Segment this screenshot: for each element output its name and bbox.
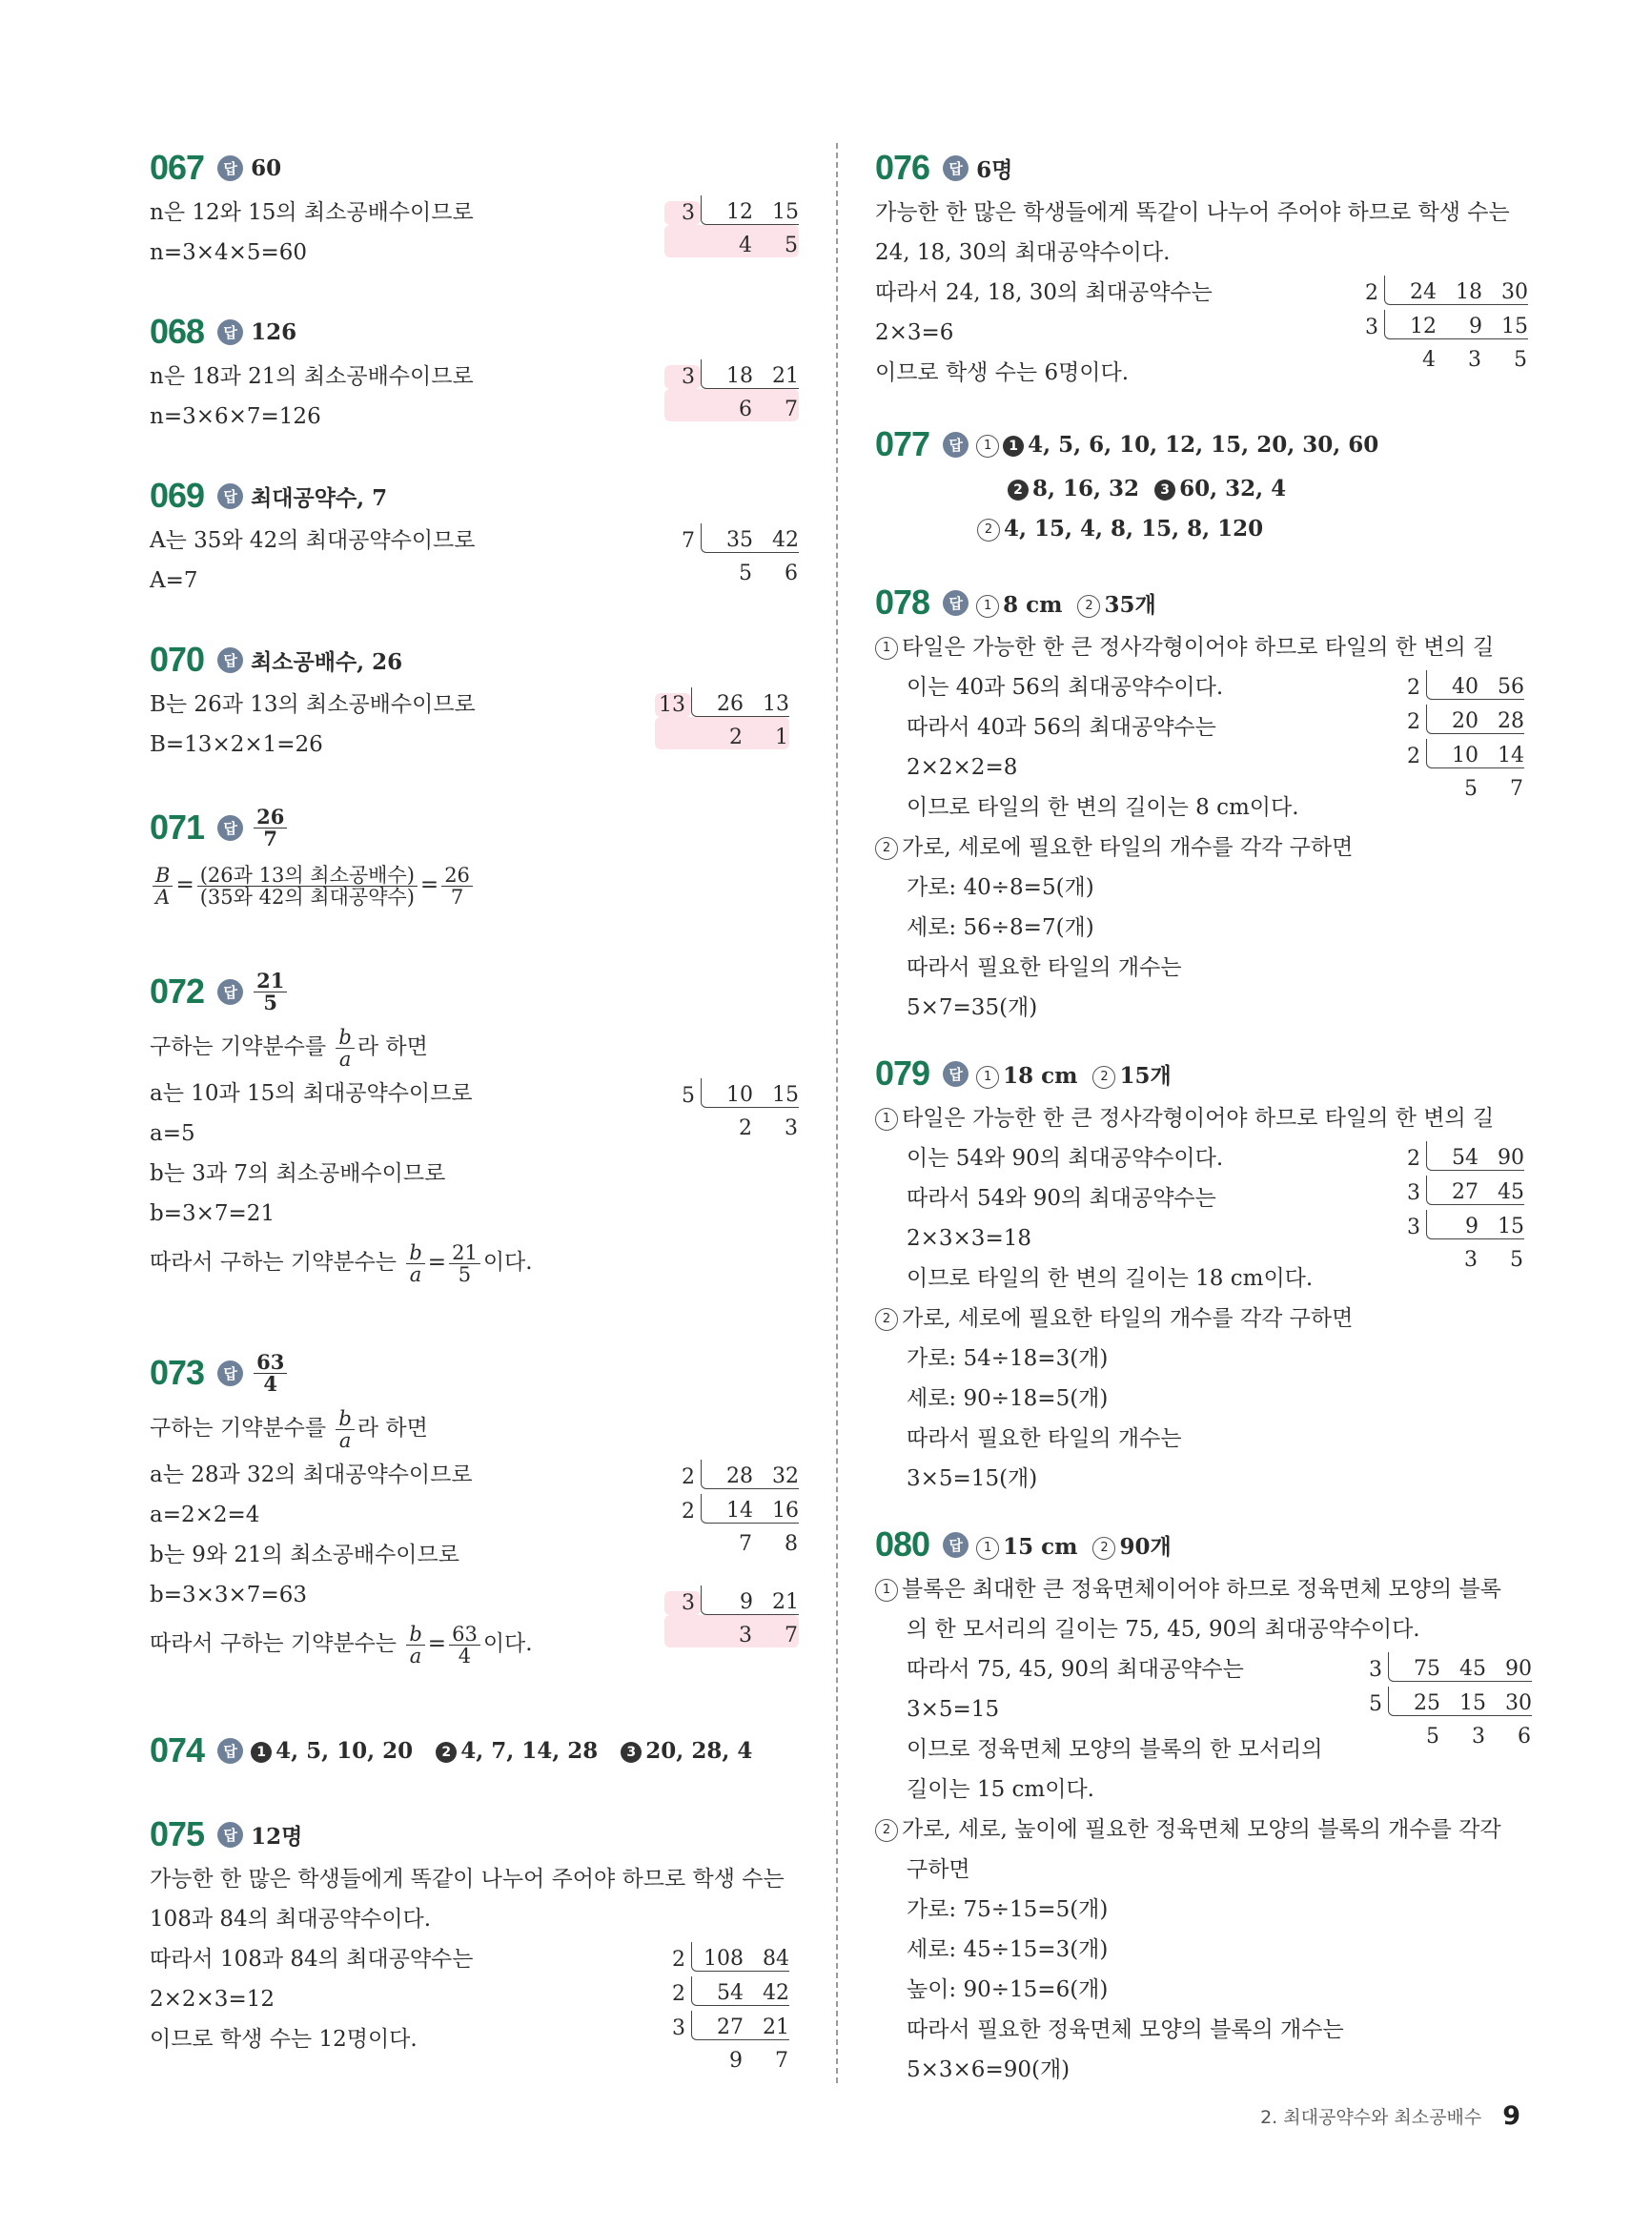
division-step [664,519,799,553]
quotient: 3 [1468,348,1481,372]
solution-line: 24, 18, 30의 최대공약수이다. [875,240,1171,265]
answer-line: 2 4, 15, 4, 8, 15, 8, 120 [875,509,1528,549]
solution-line: a=2×2=4 [150,1503,260,1527]
dividend: 9 [1465,1215,1479,1238]
problem-number: 068 [150,312,205,351]
quotient: 6 [785,562,798,585]
quotient: 7 [739,1532,752,1556]
quotient-row [1390,768,1524,801]
problem-number: 067 [150,148,205,187]
division-ladder [664,1074,799,1140]
solution-line: 이므로 학생 수는 12명이다. [150,2027,418,2052]
quotient: 2 [729,726,743,749]
answer-fraction: $\frac{26}{7}$ [254,807,287,849]
solution-line: n=3×4×5=60 [150,240,308,265]
solution-line: 의 한 모서리의 길이는 75, 45, 90의 최대공약수이다. [907,1617,1420,1642]
solution-line: 길이는 15 cm이다. [907,1777,1094,1802]
division-step [655,2006,789,2040]
dividend: 12 [1410,315,1437,338]
solution-line: 따라서 75, 45, 90의 최대공약수는 [907,1657,1244,1682]
division-ladder [664,1581,799,1647]
division-ladder [1348,271,1528,372]
solution-line: A는 35와 42의 최대공약수이므로 [150,528,476,553]
solution-line: 5×3×6=90(개) [907,2057,1071,2082]
division-step [655,1937,789,1972]
dividend: 27 [717,2015,744,2039]
quotient: 9 [729,2049,743,2073]
left-column [150,143,799,2073]
problem-069 [150,471,798,635]
answer-line: 2 8, 16, 32 3 60, 32, 4 [875,469,1528,509]
solution-line: 세로: 45÷15=3(개) [907,1937,1109,1962]
division-step [664,355,799,389]
solution-line: 따라서 24, 18, 30의 최대공약수는 [875,280,1213,305]
quotient: 3 [785,1116,798,1140]
column-divider [836,143,838,2083]
solution-line: n=3×6×7=126 [150,404,321,429]
problem-number: 073 [150,1353,205,1392]
division-step [1348,271,1528,305]
division-step [1348,305,1528,339]
divisor: 2 [1407,676,1420,700]
problem-067 [150,143,798,307]
division-step [1390,1136,1524,1171]
dividend: 28 [726,1464,753,1488]
solution-line: 2×2×2=8 [907,755,1018,780]
division-step [1352,1647,1532,1682]
solution-line: 따라서 필요한 정육면체 모양의 블록의 개수는 [907,2017,1344,2042]
quotient-row [664,1108,799,1140]
answer-badge: 답 [943,432,969,458]
dividend: 28 [1498,709,1524,733]
dividend: 12 [726,200,753,224]
solution-line: 세로: 56÷8=7(개) [907,915,1094,940]
quotient: 5 [1464,777,1478,801]
solution-line: a=5 [150,1121,195,1146]
right-column [875,143,1532,2082]
quotient: 5 [1514,348,1527,372]
answer-badge: 답 [943,1532,969,1558]
divisor: 7 [682,529,695,553]
quotient-row [664,1524,799,1556]
answer-fraction: $\frac{21}{5}$ [254,971,287,1013]
dividend: 54 [717,1981,744,2005]
dividend: 15 [1498,1215,1524,1238]
quotient: 5 [1510,1248,1523,1272]
quotient-row [664,1615,799,1647]
answer: 6명 [976,156,1013,183]
quotient: 4 [739,234,752,257]
solution-line: 가로: 54÷18=3(개) [907,1346,1109,1371]
divisor: 2 [1407,710,1420,734]
problem-080 [875,1520,1532,2082]
problem-068 [150,307,798,471]
chapter-title: 2. 최대공약수와 최소공배수 [1260,2107,1482,2128]
part-marker: 2 [977,519,1000,542]
dividend: 21 [772,1590,799,1614]
divisor: 2 [682,1500,695,1524]
division-step [1390,734,1524,768]
quotient: 3 [1472,1725,1485,1749]
solution-line: 1 타일은 가능한 한 큰 정사각형이어야 하므로 타일의 한 변의 길 [875,627,1528,667]
dividend: 108 [704,1947,744,1971]
solution-line: 2×3=6 [875,320,954,345]
divisor: 13 [655,693,691,717]
answer-badge: 답 [217,1361,243,1386]
solution-line: n은 18과 21의 최소공배수이므로 [150,364,474,389]
problem-number: 074 [150,1730,205,1770]
answer-fraction: $\frac{63}{4}$ [254,1352,287,1395]
divisor: 2 [672,1982,685,2006]
divisor: 5 [1369,1692,1382,1716]
problem-078 [875,578,1528,1049]
solution-line: 세로: 90÷18=5(개) [907,1386,1109,1411]
division-step [655,1972,789,2006]
solution-line: B=13×2×1=26 [150,732,323,757]
solution-line: 가능한 한 많은 학생들에게 똑같이 나누어 주어야 하므로 학생 수는 [150,1867,785,1892]
problem-number: 075 [150,1814,205,1853]
solution-line: b는 3과 7의 최소공배수이므로 [150,1161,446,1186]
problem-number: 076 [875,148,930,187]
problem-number: 080 [875,1524,930,1564]
quotient-row [1352,1716,1532,1749]
dividend: 21 [772,364,799,388]
answer: 60 [251,154,282,181]
division-step [664,1489,799,1524]
problem-number: 072 [150,972,205,1011]
dividend: 16 [772,1499,799,1523]
divisor: 2 [1407,1147,1420,1171]
dividend: 24 [1410,280,1437,304]
dividend: 54 [1452,1146,1479,1170]
solution-line: 이므로 정육면체 모양의 블록의 한 모서리의 [907,1737,1323,1762]
division-step [655,683,789,717]
solution-line: 가로: 40÷8=5(개) [907,875,1094,900]
quotient: 7 [785,398,798,421]
solution-line: 구하는 기약분수를 $\frac{b}{a}$ 라 하면 [150,1406,428,1452]
quotient: 7 [775,2049,788,2073]
solution-line: 따라서 54와 90의 최대공약수는 [907,1186,1216,1211]
solution-line: 5×7=35(개) [907,995,1038,1020]
division-step [1390,665,1524,700]
quotient-row [664,389,799,421]
solution-line: 이므로 학생 수는 6명이다. [875,360,1130,385]
dividend: 42 [772,528,799,552]
quotient-row [664,553,799,585]
divisor: 2 [672,1948,685,1972]
answer-badge: 답 [943,590,969,616]
dividend: 30 [1505,1691,1532,1715]
solution-line: 따라서 40과 56의 최대공약수는 [907,715,1216,740]
answer-badge: 답 [217,155,243,181]
divisor: 3 [1407,1181,1420,1205]
solution-line: 3×5=15 [907,1697,1000,1722]
quotient: 3 [739,1624,752,1647]
division-ladder [1390,1136,1524,1272]
dividend: 10 [1452,744,1479,767]
solution-line: B는 26과 13의 최소공배수이므로 [150,692,476,717]
quotient: 1 [775,726,788,749]
problem-075 [150,1810,798,2073]
solution-line: 가능한 한 많은 학생들에게 똑같이 나누어 주어야 하므로 학생 수는 [875,200,1510,225]
divisor: 2 [1407,745,1420,768]
dividend: 75 [1414,1657,1440,1681]
divisor: 5 [682,1084,695,1108]
dividend: 45 [1498,1180,1524,1204]
circled-number: 2 [436,1742,457,1763]
dividend: 15 [1501,315,1528,338]
quotient-row [1348,339,1528,372]
division-ladder [664,519,799,585]
solution-line: 가로: 75÷15=5(개) [907,1897,1109,1922]
page-footer [1260,2101,1520,2131]
answer-badge: 답 [943,155,969,181]
answer: 12명 [251,1823,303,1850]
divisor: 3 [672,2016,685,2040]
quotient: 5 [739,562,752,585]
solution-line: 1 블록은 최대한 큰 정육면체이어야 하므로 정육면체 모양의 블록 [875,1569,1528,1609]
dividend: 90 [1498,1146,1524,1170]
solution-line: 3×5=15(개) [907,1466,1038,1491]
problem-number: 069 [150,476,205,515]
problem-073 [150,1344,798,1726]
problem-076 [875,143,1528,419]
dividend: 56 [1498,675,1524,699]
dividend: 14 [1498,744,1524,767]
answer-badge: 답 [217,483,243,509]
dividend: 15 [772,1083,799,1107]
dividend: 20 [1452,709,1479,733]
quotient-row [664,225,799,257]
division-ladder [655,1937,789,2073]
dividend: 9 [1469,315,1482,338]
divisor: 3 [664,365,701,389]
dividend: 40 [1452,675,1479,699]
solution-line: 108과 84의 최대공약수이다. [150,1907,432,1932]
answer-badge: 답 [217,1822,243,1848]
answer-badge: 답 [217,815,243,841]
division-ladder [664,355,799,421]
problem-074 [150,1726,798,1810]
division-step [664,1455,799,1489]
divisor: 3 [1365,316,1378,339]
circled-number: 3 [1154,480,1175,501]
solution-line: A=7 [150,568,198,593]
dividend: 18 [1456,280,1482,304]
quotient: 5 [785,234,798,257]
solution-line: 따라서 필요한 타일의 개수는 [907,955,1182,980]
divisor: 2 [1365,281,1378,305]
division-step [664,1074,799,1108]
solution-line: 높이: 90÷15=6(개) [907,1977,1109,2002]
solution-line: 따라서 필요한 타일의 개수는 [907,1426,1182,1451]
division-ladder [655,683,789,749]
problem-number: 078 [875,583,930,622]
dividend: 21 [763,2015,789,2039]
problem-077 [875,419,1528,578]
page-number: 9 [1502,2101,1520,2131]
quotient: 8 [785,1532,798,1556]
dividend: 27 [1452,1180,1479,1204]
dividend: 25 [1414,1691,1440,1715]
solution-line: 이는 54와 90의 최대공약수이다. [907,1146,1224,1171]
divisor: 3 [1407,1216,1420,1239]
circled-number: 2 [1008,480,1029,501]
quotient: 6 [1518,1725,1531,1749]
division-step [1390,1171,1524,1205]
circled-number: 3 [621,1742,642,1763]
answer-badge: 답 [217,979,243,1005]
solution-line: n은 12와 15의 최소공배수이므로 [150,200,474,225]
divisor: 2 [682,1465,695,1489]
problem-number: 071 [150,808,205,847]
dividend: 10 [726,1083,753,1107]
solution-line: 2×3×3=18 [907,1226,1031,1251]
part-marker: 1 [976,435,999,458]
division-ladder [664,1455,799,1556]
solution-line: 2 가로, 세로에 필요한 타일의 개수를 각각 구하면 [875,828,1528,868]
division-step [1390,1205,1524,1239]
problem-number: 077 [875,424,930,463]
answer: 1 4, 5, 10, 20 2 4, 7, 14, 28 3 20, 28, 4 [251,1738,752,1764]
dividend: 15 [1459,1691,1486,1715]
answer-badge: 답 [943,1061,969,1087]
quotient-row [655,2040,789,2073]
quotient: 6 [739,398,752,421]
dividend: 18 [726,364,753,388]
dividend: 30 [1501,280,1528,304]
division-step [1352,1682,1532,1716]
quotient: 7 [785,1624,798,1647]
division-step [664,1581,799,1615]
problem-number: 079 [875,1054,930,1093]
dividend: 45 [1459,1657,1486,1681]
solution-line: 구하는 기약분수를 $\frac{b}{a}$ 라 하면 [150,1025,428,1071]
answer: 최소공배수, 26 [251,648,403,675]
division-step [1390,700,1524,734]
division-ladder [664,191,799,257]
answer: 1 8 cm 2 35개 [976,587,1156,619]
dividend: 35 [726,528,753,552]
solution-line: 2 가로, 세로, 높이에 필요한 정육면체 모양의 블록의 개수를 각각 [875,1810,1528,1850]
dividend: 90 [1505,1657,1532,1681]
circled-number: 1 [1003,436,1024,457]
solution-line: 따라서 구하는 기약분수는 $\frac{b}{a}$ = $\frac{63}{4}$ 이다. [150,1622,533,1667]
solution-line: b=3×7=21 [150,1201,275,1226]
solution-line: 따라서 구하는 기약분수는 $\frac{b}{a}$ = $\frac{21}{5}$ 이다. [150,1240,533,1286]
answer-badge: 답 [217,1738,243,1764]
divisor: 3 [664,1591,701,1615]
dividend: 26 [717,692,744,716]
dividend: 14 [726,1499,753,1523]
solution-line: a는 10과 15의 최대공약수이므로 [150,1081,473,1106]
solution-line: 2×2×3=12 [150,1987,275,2012]
problem-071 [150,799,798,963]
circled-number: 1 [251,1742,272,1763]
dividend: 32 [772,1464,799,1488]
problem-079 [875,1049,1528,1520]
answer: 최대공약수, 7 [251,484,388,511]
problem-number: 070 [150,640,205,679]
division-ladder [1390,665,1524,801]
answer: 126 [251,318,297,345]
solution-line: $\frac{B}{A}$ = $\frac{\text{(26과 13의 최소공배수)}}{\text{(35와 42의 최대공약수)}}$ = $\frac{26}{7}$ [150,856,798,913]
quotient: 5 [1426,1725,1439,1749]
solution-line: 따라서 108과 84의 최대공약수는 [150,1947,474,1972]
dividend: 15 [772,200,799,224]
solution-line: 구하면 [907,1857,970,1882]
problem-072 [150,963,798,1344]
dividend: 9 [740,1590,753,1614]
solution-line: 이므로 타일의 한 변의 길이는 18 cm이다. [907,1266,1314,1291]
answer-badge: 답 [217,647,243,673]
solution-line: b는 9와 21의 최소공배수이므로 [150,1543,459,1567]
quotient-row [1390,1239,1524,1272]
quotient: 2 [739,1116,752,1140]
quotient-row [655,717,789,749]
solution-line: b=3×3×7=63 [150,1583,307,1607]
solution-line: 1 타일은 가능한 한 큰 정사각형이어야 하므로 타일의 한 변의 길 [875,1098,1528,1138]
problem-070 [150,635,798,799]
division-step [664,191,799,225]
dividend: 42 [763,1981,789,2005]
answer: 1 1 4, 5, 6, 10, 12, 15, 20, 30, 60 [976,432,1378,458]
answer: 1 18 cm 2 15개 [976,1058,1172,1090]
solution-line: 2 가로, 세로에 필요한 타일의 개수를 각각 구하면 [875,1299,1528,1339]
quotient: 3 [1464,1248,1478,1272]
solution-line: 이므로 타일의 한 변의 길이는 8 cm이다. [907,795,1299,820]
divisor: 3 [664,201,701,225]
division-ladder [1352,1647,1532,1749]
answer: 1 15 cm 2 90개 [976,1529,1172,1561]
solution-line: a는 28과 32의 최대공약수이므로 [150,1463,473,1487]
answer-badge: 답 [217,319,243,345]
dividend: 13 [763,692,789,716]
quotient: 7 [1510,777,1523,801]
solution-line: 이는 40과 56의 최대공약수이다. [907,675,1224,700]
dividend: 84 [763,1947,789,1971]
quotient: 4 [1422,348,1436,372]
divisor: 3 [1369,1658,1382,1682]
